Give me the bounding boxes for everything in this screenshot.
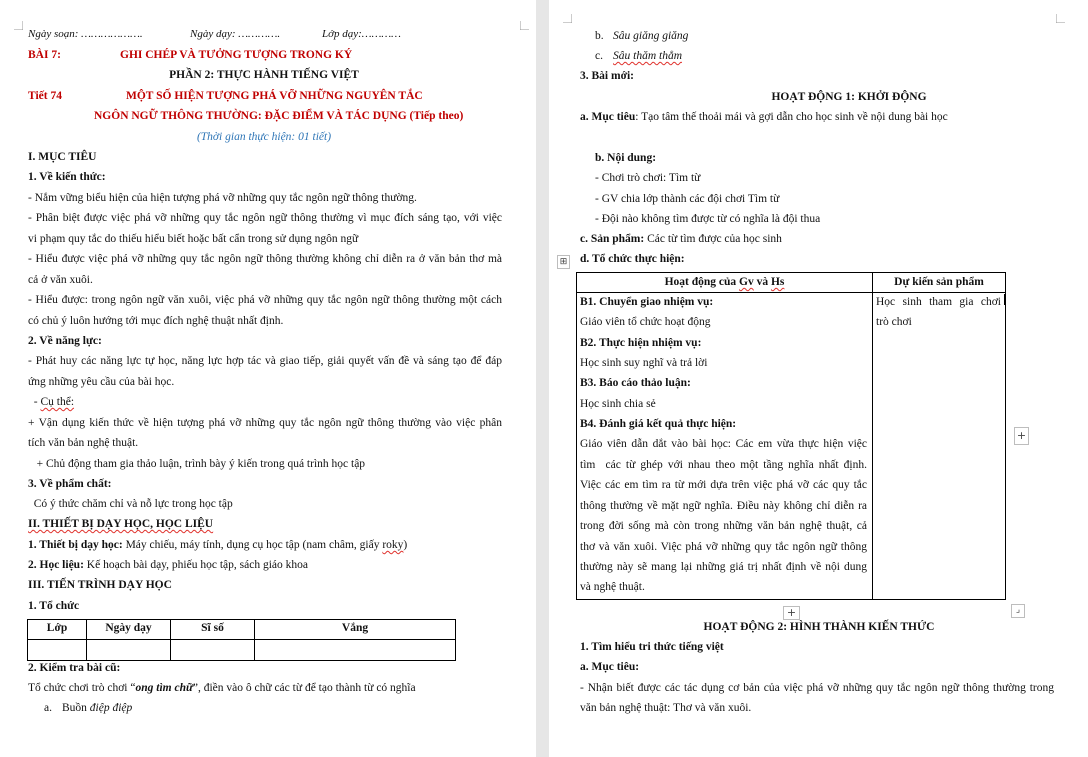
b4-line: thông thường về mặt ngữ nghĩa. Điều này không chỉ diễn ra [580,500,867,512]
table-header-si-so: Sĩ số [201,622,224,634]
san-pham-line: c. Sản phẩm: Các từ tìm được của học sinh [580,233,782,245]
ngay-day: Ngày dạy: …………. [190,28,281,40]
ngay-soan: Ngày soạn: ………………. [28,28,143,40]
text-cursor [1004,294,1006,305]
add-row-icon[interactable]: + [783,606,800,620]
subsection-kiem-tra: 2. Kiểm tra bài cũ: [28,662,121,674]
step-b1-heading: B1. Chuyển giao nhiệm vụ: [580,296,714,308]
table-header-vang: Vắng [341,622,369,634]
hoat-dong-1-heading: HOẠT ĐỘNG 1: KHỞI ĐỘNG [771,91,927,103]
muc-tieu-2b: văn bản nghệ thuật: Thơ và văn xuôi. [580,702,752,714]
bai-label: BÀI 7: [28,49,61,61]
margin-corner-mark [520,21,529,30]
tim-hieu-heading: 1. Tìm hiểu tri thức tiếng việt [580,641,724,653]
subsection-nang-luc: 2. Về năng lực: [28,335,102,347]
b4-line: Việc các em tìm ra từ mới dựa trên việc phá vỡ các quy tắc [580,479,867,491]
subsection-kien-thuc: 1. Về kiến thức: [28,171,106,183]
time-note: (Thời gian thực hiện: 01 tiết) [196,131,332,143]
list-marker-c: c. [595,50,603,62]
tiet-label: Tiết 74 [28,90,62,102]
hoc-lieu-line: 2. Học liệu: Kế hoạch bài dạy, phiếu học tập, sách giáo khoa [28,559,308,571]
lop-day: Lớp dạy:………… [322,28,401,40]
kien-thuc-1: - Nắm vững biểu hiện của hiện tượng phá vỡ những quy tắc ngôn ngữ thông thường. [28,192,417,204]
table-resize-handle-icon[interactable]: ⌟ [1011,604,1025,618]
table-header-ngay-day: Ngày dạy [105,622,152,634]
section-muc-tieu: I. MỤC TIÊU [28,151,97,163]
muc-tieu-line: a. Mục tiêu: Tạo tâm thế thoải mái và gợi dẫn cho học sinh về nội dung bài học [580,111,948,123]
nang-luc-1a: - Phát huy các năng lực tự học, năng lực hợp tác và giao tiếp, giải quyết vấn đề và sáng tạo để đáp [28,355,502,367]
kien-thuc-2a: - Phân biệt được việc phá vỡ những quy tắc ngôn ngữ thông thường vì mục đích sáng tạo, với việc [28,212,502,224]
subsection-to-chuc: 1. Tổ chức [28,600,80,612]
section-tien-trinh: III. TIẾN TRÌNH DẠY HỌC [28,579,172,591]
step-b3-heading: B3. Báo cáo thảo luận: [580,377,691,389]
table-header-activity: Hoạt động của Gv và Hs [664,276,785,288]
thiet-bi-line: 1. Thiết bị dạy học: Máy chiếu, máy tính, dụng cụ học tập (nam châm, giấy roky) [28,539,408,551]
b4-line: trong đời sống mà còn trong những văn bản nghệ thuật, cả [580,520,867,532]
step-b4-heading: B4. Đánh giá kết quả thực hiện: [580,418,737,430]
list-item-b: Sâu giăng giăng [613,30,689,42]
kien-thuc-3b: cả ở văn xuôi. [28,274,93,286]
table-header-lop: Lớp [46,622,68,634]
nang-luc-3a: + Vận dụng kiến thức về hiện tượng phá vỡ những quy tắc ngôn ngữ thông thường vào việc phân [28,417,502,429]
to-chuc-thuc-hien-heading: d. Tổ chức thực hiện: [580,253,685,265]
noi-dung-3: - Đội nào không tìm được từ có nghĩa là đội thua [595,213,821,225]
noi-dung-heading: b. Nội dung: [595,152,657,164]
margin-corner-mark [563,14,572,23]
cu-the-word: Cụ thể: [40,396,75,408]
b4-line: thơ và văn xuôi. Việc phá vỡ những quy tắc ngôn ngữ thông [580,541,867,553]
kien-thuc-4a: - Hiểu được: trong ngôn ngữ văn xuôi, việc phá vỡ những quy tắc ngôn ngữ thông thường một cách [28,294,502,306]
bai-title: GHI CHÉP VÀ TƯỞNG TƯỢNG TRONG KÝ [120,49,353,61]
hoat-dong-2-heading: HOẠT ĐỘNG 2: HÌNH THÀNH KIẾN THỨC [703,621,935,633]
document-page-left [0,0,536,757]
list-item-a: Buồn điệp điệp [62,702,133,714]
table-header-du-kien: Dự kiến sản phẩm [894,276,984,288]
step-b1-text: Giáo viên tổ chức hoạt động [580,316,711,328]
document-page-right [549,0,1088,757]
section-thiet-bi: II. THIẾT BỊ DẠY HỌC, HỌC LIỆU [28,518,214,530]
list-marker-b: b. [595,30,604,42]
nang-luc-3b: tích văn bản nghệ thuật. [28,437,139,449]
du-kien-text-1: Học sinh tham gia chơi [876,296,1001,308]
kien-thuc-4b: có chủ ý luôn hướng tới mục đích nghệ thuật nhất định. [28,315,284,327]
nang-luc-1b: ứng những yêu cầu của bài học. [28,376,175,388]
b4-line: thường này sẽ mang lại những giá trị nhất định về nội dung [580,561,867,573]
tiet-title-1: MỘT SỐ HIỆN TƯỢNG PHÁ VỠ NHỮNG NGUYÊN TẮC [126,90,423,102]
step-b3-text: Học sinh chia sẻ [580,398,656,410]
table-move-handle-icon[interactable]: ⊞ [557,255,570,269]
noi-dung-2: - GV chia lớp thành các đội chơi Tìm từ [595,193,780,205]
tiet-title-2: NGÔN NGỮ THÔNG THƯỜNG: ĐẶC ĐIỂM VÀ TÁC DỤNG (Tiếp theo) [94,110,464,122]
du-kien-text-2: trò chơi [876,316,912,328]
noi-dung-1: - Chơi trò chơi: Tìm từ [595,172,701,184]
margin-corner-mark [1056,14,1065,23]
phan-title: PHẦN 2: THỰC HÀNH TIẾNG VIỆT [169,69,359,81]
muc-tieu-2a: - Nhận biết được các tác dụng cơ bản của việc phá vỡ những quy tắc ngôn ngữ thông thường trong [580,682,1054,694]
activity-table [576,272,1006,600]
list-marker-a: a. [44,702,52,714]
pham-chat-1: Có ý thức chăm chỉ và nỗ lực trong học tập [28,498,233,510]
cu-the-line [28,395,74,409]
b4-line: tìm các từ ghép với nhau theo một tầng nghĩa nhất định. [580,459,867,471]
step-b2-heading: B2. Thực hiện nhiệm vụ: [580,337,702,349]
kiem-tra-instruction: Tổ chức chơi trò chơi “ong tìm chữ”, điền vào ô chữ các từ để tạo thành từ có nghĩa [28,682,416,694]
kien-thuc-3a: - Hiểu được việc phá vỡ những quy tắc ngôn ngữ thông thường không chỉ diễn ra ở văn bản thơ mà [28,253,502,265]
margin-corner-mark [14,21,23,30]
muc-tieu-2-heading: a. Mục tiêu: [580,661,640,673]
step-b2-text: Học sinh suy nghĩ và trả lời [580,357,708,369]
bai-moi-heading: 3. Bài mới: [580,70,634,82]
list-item-c: Sâu thăm thẳm [613,50,682,62]
b4-line-last: và nghệ thuật. [580,581,645,593]
cu-the-dash: - [28,396,41,408]
to-chuc-table [27,619,456,661]
kien-thuc-2b: vi phạm quy tắc do thiếu hiểu biết hoặc bất cẩn trong sử dụng ngôn ngữ [28,233,359,245]
b4-line: Giáo viên dẫn dắt vào bài học: Các em vừa thực hiện việc [580,438,867,450]
add-column-icon[interactable]: + [1014,427,1029,445]
nang-luc-4: + Chủ động tham gia thảo luận, trình bày ý kiến trong quá trình học tập [28,458,366,470]
subsection-pham-chat: 3. Về phẩm chất: [28,478,112,490]
